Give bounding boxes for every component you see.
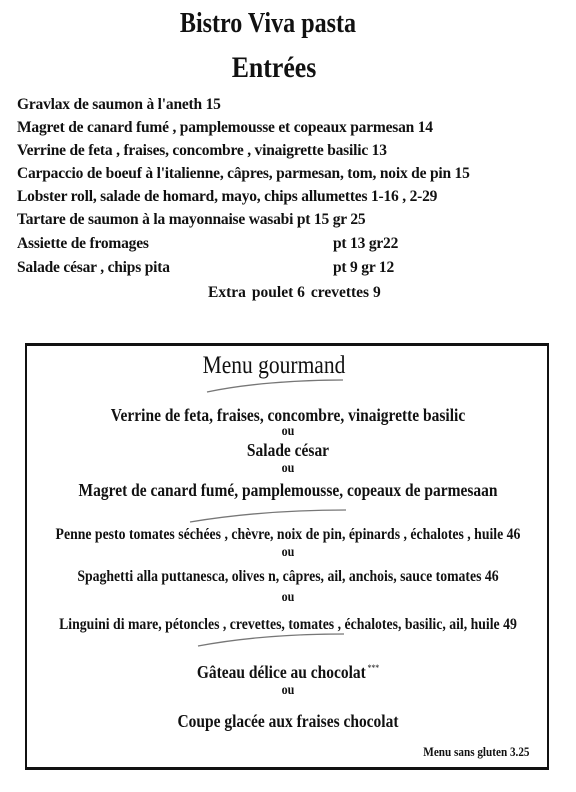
menu-starter: Magret de canard fumé, pamplemousse, copeaux de parmesaan	[78, 480, 498, 500]
extra-line	[208, 284, 381, 302]
menu-dessert: Coupe glacée aux fraises chocolat	[177, 711, 399, 731]
section-title: Entrées	[231, 51, 317, 84]
restaurant-name: Bistro Viva pasta	[179, 8, 357, 39]
menu-or: ou	[281, 545, 295, 560]
swirl-ornament	[205, 378, 345, 394]
dessert-name: Gâteau délice au chocolat	[196, 662, 366, 682]
entree-item: Tartare de saumon à la mayonnaise wasabi pt 15 gr 25	[17, 211, 366, 228]
entree-item: Assiette de fromages	[17, 235, 149, 252]
extra-poulet: poulet 6	[251, 284, 305, 301]
extra-crevettes: crevettes 9	[310, 284, 381, 301]
menu-starter: Verrine de feta, fraises, concombre, vinaigrette basilic	[110, 405, 466, 425]
entree-price: pt 13 gr22	[333, 235, 399, 252]
menu-or: ou	[281, 424, 295, 439]
swirl-ornament	[196, 632, 346, 648]
menu-starter: Salade césar	[246, 440, 330, 460]
menu-main: Spaghetti alla puttanesca, olives n, câpres, ail, anchois, sauce tomates 46	[77, 568, 499, 585]
entree-item: Carpaccio de boeuf à l'italienne, câpres, parmesan, tom, noix de pin 15	[17, 165, 470, 182]
menu-or: ou	[281, 590, 295, 605]
entree-price: pt 9 gr 12	[333, 259, 395, 276]
menu-title: Menu gourmand	[202, 352, 346, 379]
entree-item: Magret de canard fumé , pamplemousse et copeaux parmesan 14	[17, 119, 433, 136]
swirl-ornament	[188, 508, 348, 524]
menu-dessert	[40, 662, 535, 683]
entree-item: Lobster roll, salade de homard, mayo, chips allumettes 1-16 , 2-29	[17, 188, 438, 205]
entree-item: Gravlax de saumon à l'aneth 15	[17, 96, 221, 113]
dessert-mark: ***	[367, 663, 380, 673]
menu-or: ou	[281, 683, 295, 698]
extra-label: Extra	[208, 284, 246, 301]
gluten-free-note: Menu sans gluten 3.25	[423, 744, 530, 759]
menu-main: Linguini di mare, pétoncles , crevettes, tomates , échalotes, basilic, ail, huile 49	[59, 616, 517, 633]
entree-item: Verrine de feta , fraises, concombre , vinaigrette basilic 13	[17, 142, 387, 159]
entree-item: Salade césar , chips pita	[17, 259, 170, 276]
menu-main: Penne pesto tomates séchées , chèvre, noix de pin, épinards , échalotes , huile 46	[55, 526, 521, 543]
menu-or: ou	[281, 461, 295, 476]
